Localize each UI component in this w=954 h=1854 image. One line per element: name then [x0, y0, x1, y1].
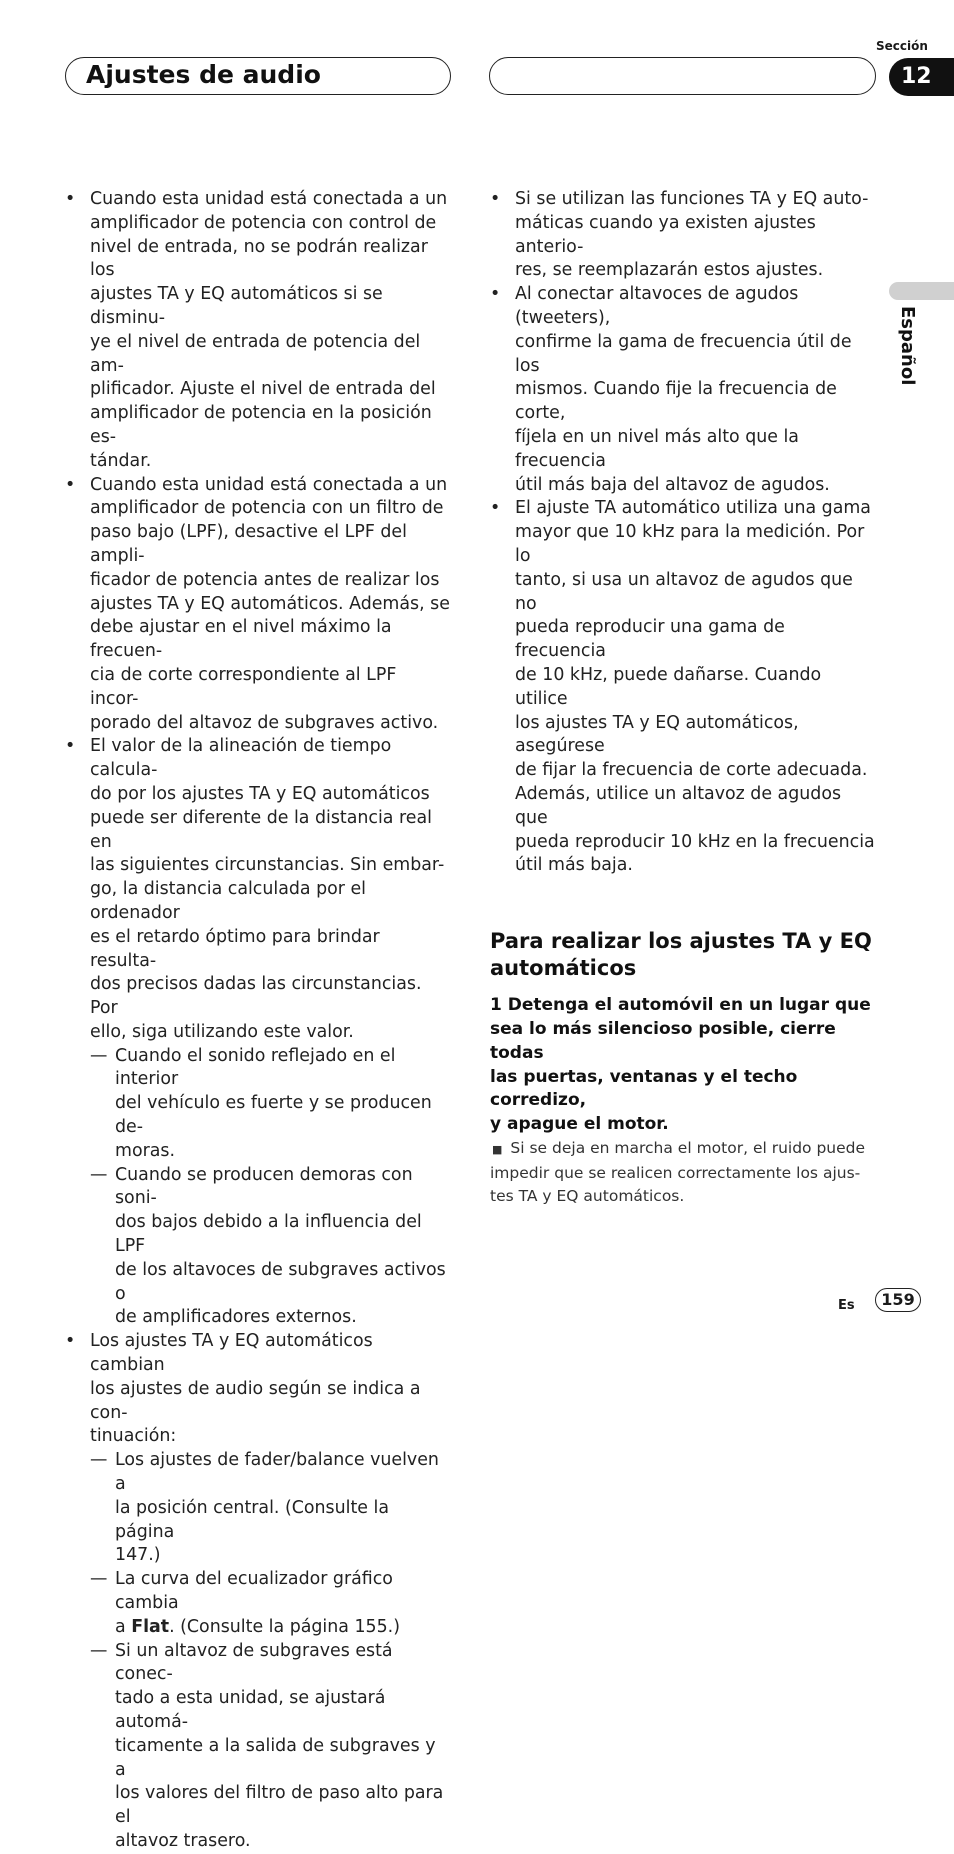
bullet-icon: • [65, 736, 76, 757]
dash-text: Si un altavoz de subgraves está conec- tado a esta unidad, se ajustará automá- ticamente a la salida de subgraves y a los valores del filtro de paso alto para el altavoz trasero. [115, 1640, 444, 1851]
sub-list-item [65, 1164, 450, 1331]
sub-list-item [65, 1568, 450, 1639]
bullet-icon: • [490, 284, 501, 305]
list-item [65, 735, 450, 1044]
bullet-text: Al conectar altavoces de agudos (tweeters), confirme la gama de frecuencia útil de los mismos. Cuando fije la frecuencia de corte, fíjela en un nivel más alto que la frecuencia útil más baja del altavoz de agudos. [515, 284, 852, 495]
list-item [490, 283, 878, 497]
header-title-box [65, 57, 451, 95]
dash-icon: — [90, 1640, 108, 1661]
bullet-text: El valor de la alineación de tiempo calcula- do por los ajustes TA y EQ automáticos puede ser diferente de la distancia real en las siguientes circunstancias. Sin embar- go, la distancia calculada por el ordenador es el retardo óptimo para brindar resulta- dos precisos dadas las circunstancias. Por ello, siga utilizando este valor. [90, 736, 445, 1042]
dash-text-post: . (Consulte la página 155.) [169, 1616, 400, 1637]
bullet-text: El ajuste TA automático utiliza una gama mayor que 10 kHz para la medición. Por lo tanto, si usa un altavoz de agudos que no pueda reproducir una gama de frecuencia de 10 kHz, puede dañarse. Cuando utilice los ajustes TA y EQ automáticos, asegúrese de fijar la frecuencia de corte adecuada. Además, utilice un altavoz de agudos que pueda reproducir 10 kHz en la frecuencia útil más baja. [515, 498, 875, 876]
dash-text: Cuando el sonido reflejado en el interior del vehículo es fuerte y se producen de- moras. [115, 1045, 432, 1161]
left-column [65, 188, 450, 1854]
bullet-text: Cuando esta unidad está conectada a un amplificador de potencia con un filtro de paso bajo (LPF), desactive el LPF del ampli- ficador de potencia antes de realizar los ajustes TA y EQ automáticos. Además, se debe ajustar en el nivel máximo la frecuen- cia de corte correspondiente al LPF incor- porado del altavoz de subgraves activo. [90, 474, 450, 733]
square-bullet-icon: ■ [492, 1142, 503, 1156]
list-item [65, 474, 450, 736]
bullet-text: Los ajustes TA y EQ automáticos cambian los ajustes de audio según se indica a con- tinuación: [90, 1331, 421, 1447]
list-item [65, 188, 450, 474]
list-item [490, 497, 878, 878]
sub-list-item [65, 1045, 450, 1164]
list-item [490, 188, 878, 283]
page-number: 159 [875, 1288, 921, 1312]
bullet-icon: • [490, 189, 501, 209]
bullet-icon: • [65, 474, 76, 495]
header-empty-box [489, 57, 876, 95]
dash-text: Cuando se producen demoras con soni- dos bajos debido a la influencia del LPF de los altavoces de subgraves activos o de amplificadores externos. [115, 1164, 446, 1328]
dash-icon: — [90, 1450, 108, 1471]
bullet-text: Cuando esta unidad está conectada a un amplificador de potencia con control de nivel de entrada, no se podrán realizar los ajustes TA y EQ automáticos si se disminu- ye el nivel de entrada de potencia del am- plificador. Ajuste el nivel de entrada del amplificador de potencia en la posición es- tándar. [90, 189, 448, 471]
sub-list-item [65, 1449, 450, 1568]
page-title: Ajustes de audio [86, 60, 321, 89]
note-text: Si se deja en marcha el motor, el ruido puede impedir que se realicen correctamente los ajus- tes TA y EQ automáticos. [490, 1138, 866, 1206]
section-label: Sección [876, 39, 928, 53]
dash-text: Los ajustes de fader/balance vuelven a la posición central. (Consulte la página 147.) [115, 1450, 439, 1566]
note [490, 1137, 878, 1209]
language-tab-label: Español [897, 306, 918, 386]
footer-language-code: Es [838, 1298, 855, 1313]
sub-list-item [65, 1640, 450, 1854]
list-item [65, 1330, 450, 1449]
step-instruction: 1 Detenga el automóvil en un lugar que sea lo más silencioso posible, cierre todas las puertas, ventanas y el techo corredizo, y apague el motor. [490, 995, 871, 1135]
flat-setting-name: Flat [131, 1616, 170, 1637]
bullet-icon: • [65, 189, 76, 209]
section-number-badge: 12 [889, 58, 954, 96]
dash-icon: — [90, 1569, 108, 1590]
dash-text-pre: La curva del ecualizador gráfico cambia a [115, 1569, 393, 1637]
section-heading: Para realizar los ajustes TA y EQ automáticos [490, 929, 872, 981]
language-tab-marker [889, 282, 954, 300]
dash-text [115, 1568, 450, 1639]
bullet-icon: • [65, 1331, 76, 1352]
bullet-text: Si se utilizan las funciones TA y EQ auto- máticas cuando ya existen ajustes anterio- res, se reemplazarán estos ajustes. [515, 189, 869, 281]
dash-icon: — [90, 1164, 108, 1185]
dash-icon: — [90, 1045, 108, 1066]
bullet-icon: • [490, 498, 501, 519]
right-column [490, 188, 878, 1209]
